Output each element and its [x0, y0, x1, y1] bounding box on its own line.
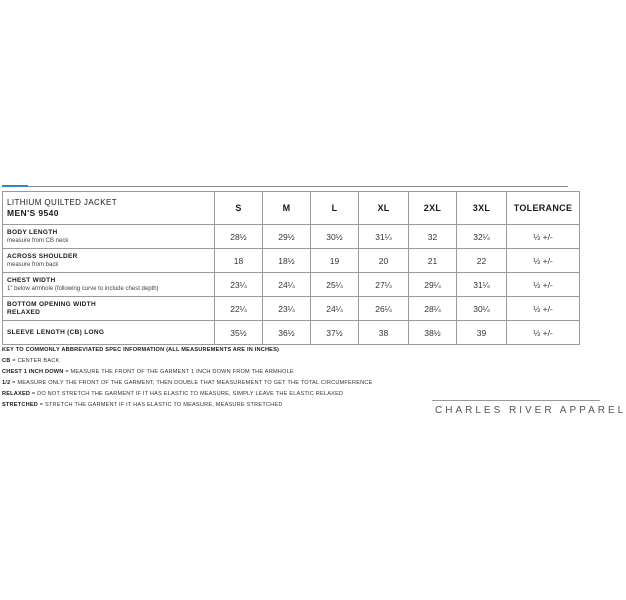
size-header-m: M	[263, 192, 311, 225]
measurement-name: CHEST WIDTH	[7, 276, 56, 284]
value-cell: 24¼	[311, 297, 359, 321]
size-header-xl: XL	[359, 192, 409, 225]
value-cell: 37½	[311, 321, 359, 345]
measurement-instruction: measure from CB neck	[7, 237, 69, 244]
abbreviation-key	[2, 345, 472, 411]
size-header-s: S	[215, 192, 263, 225]
key-term: CB	[2, 358, 11, 364]
measurement-condition: RELAXED	[7, 308, 41, 316]
value-cell: 28¼	[409, 297, 457, 321]
brand-rule	[432, 400, 600, 401]
key-entry	[2, 378, 472, 389]
top-rule	[28, 186, 568, 187]
key-term: RELAXED	[2, 391, 31, 397]
value-cell: 30½	[311, 225, 359, 249]
size-spec-table	[2, 191, 580, 345]
measurement-label-cell	[3, 297, 215, 321]
value-cell: 30¼	[457, 297, 507, 321]
value-cell: 28½	[215, 225, 263, 249]
key-heading-note: (ALL MEASUREMENTS ARE IN INCHES)	[166, 347, 280, 353]
measurement-label-cell	[3, 249, 215, 273]
value-cell: 36½	[263, 321, 311, 345]
value-cell: 20	[359, 249, 409, 273]
accent-bar	[2, 185, 28, 187]
product-name: LITHIUM QUILTED JACKET	[7, 198, 117, 207]
value-cell: 27¼	[359, 273, 409, 297]
table-row	[3, 321, 580, 345]
size-header-3xl: 3XL	[457, 192, 507, 225]
key-definition: = CENTER BACK	[12, 358, 60, 364]
product-title-cell	[3, 192, 215, 225]
value-cell: 18½	[263, 249, 311, 273]
key-entry	[2, 389, 472, 400]
measurement-label-cell	[3, 273, 215, 297]
size-header-l: L	[311, 192, 359, 225]
tolerance-header: TOLERANCE	[507, 192, 580, 225]
tolerance-cell: ½ +/-	[507, 273, 580, 297]
measurement-name: SLEEVE LENGTH (CB) LONG	[7, 328, 105, 336]
table-header-row	[3, 192, 580, 225]
key-heading-line	[2, 345, 472, 356]
value-cell: 23¼	[215, 273, 263, 297]
tolerance-cell: ½ +/-	[507, 321, 580, 345]
table-row	[3, 297, 580, 321]
value-cell: 32	[409, 225, 457, 249]
value-cell: 22	[457, 249, 507, 273]
value-cell: 31¼	[457, 273, 507, 297]
tolerance-cell: ½ +/-	[507, 225, 580, 249]
value-cell: 24¼	[263, 273, 311, 297]
measurement-name: BODY LENGTH	[7, 228, 58, 236]
measurement-label-cell	[3, 225, 215, 249]
value-cell: 32¼	[457, 225, 507, 249]
table-row	[3, 249, 580, 273]
size-header-2xl: 2XL	[409, 192, 457, 225]
key-definition: = MEASURE ONLY THE FRONT OF THE GARMENT, THEN DOUBLE THAT MEASUREMENT TO GET THE TOTAL CIRCUMFERENCE	[12, 380, 373, 386]
value-cell: 26¼	[359, 297, 409, 321]
value-cell: 21	[409, 249, 457, 273]
key-term: 1/2	[2, 380, 11, 386]
value-cell: 18	[215, 249, 263, 273]
key-definition: = DO NOT STRETCH THE GARMENT IF IT HAS ELASTIC TO MEASURE, SIMPLY LEAVE THE ELASTIC RELAXED	[31, 391, 344, 397]
measurement-label-cell	[3, 321, 215, 345]
value-cell: 19	[311, 249, 359, 273]
key-heading: KEY TO COMMONLY ABBREVIATED SPEC INFORMATION	[2, 347, 165, 353]
brand-wordmark: CHARLES RIVER APPAREL	[435, 405, 626, 416]
value-cell: 31¼	[359, 225, 409, 249]
key-term: CHEST 1 INCH DOWN	[2, 369, 64, 375]
measurement-instruction: measure from back	[7, 261, 59, 268]
value-cell: 38½	[409, 321, 457, 345]
value-cell: 35½	[215, 321, 263, 345]
value-cell: 29½	[263, 225, 311, 249]
measurement-instruction: 1" below armhole (following curve to include chest depth)	[7, 285, 159, 292]
measurement-name: BOTTOM OPENING WIDTH	[7, 300, 96, 308]
measurement-name: ACROSS SHOULDER	[7, 252, 78, 260]
value-cell: 23¼	[263, 297, 311, 321]
value-cell: 29¼	[409, 273, 457, 297]
table-row	[3, 225, 580, 249]
key-definition: = STRETCH THE GARMENT IF IT HAS ELASTIC TO MEASURE, MEASURE STRETCHED	[39, 402, 283, 408]
tolerance-cell: ½ +/-	[507, 297, 580, 321]
key-term: STRETCHED	[2, 402, 38, 408]
key-definition: = MEASURE THE FRONT OF THE GARMENT 1 INCH DOWN FROM THE ARMHOLE	[65, 369, 294, 375]
key-entry	[2, 367, 472, 378]
value-cell: 22¼	[215, 297, 263, 321]
product-style-number: MEN'S 9540	[7, 208, 59, 218]
value-cell: 25¼	[311, 273, 359, 297]
value-cell: 38	[359, 321, 409, 345]
tolerance-cell: ½ +/-	[507, 249, 580, 273]
key-entry	[2, 356, 472, 367]
key-entry	[2, 400, 472, 411]
table-row	[3, 273, 580, 297]
value-cell: 39	[457, 321, 507, 345]
